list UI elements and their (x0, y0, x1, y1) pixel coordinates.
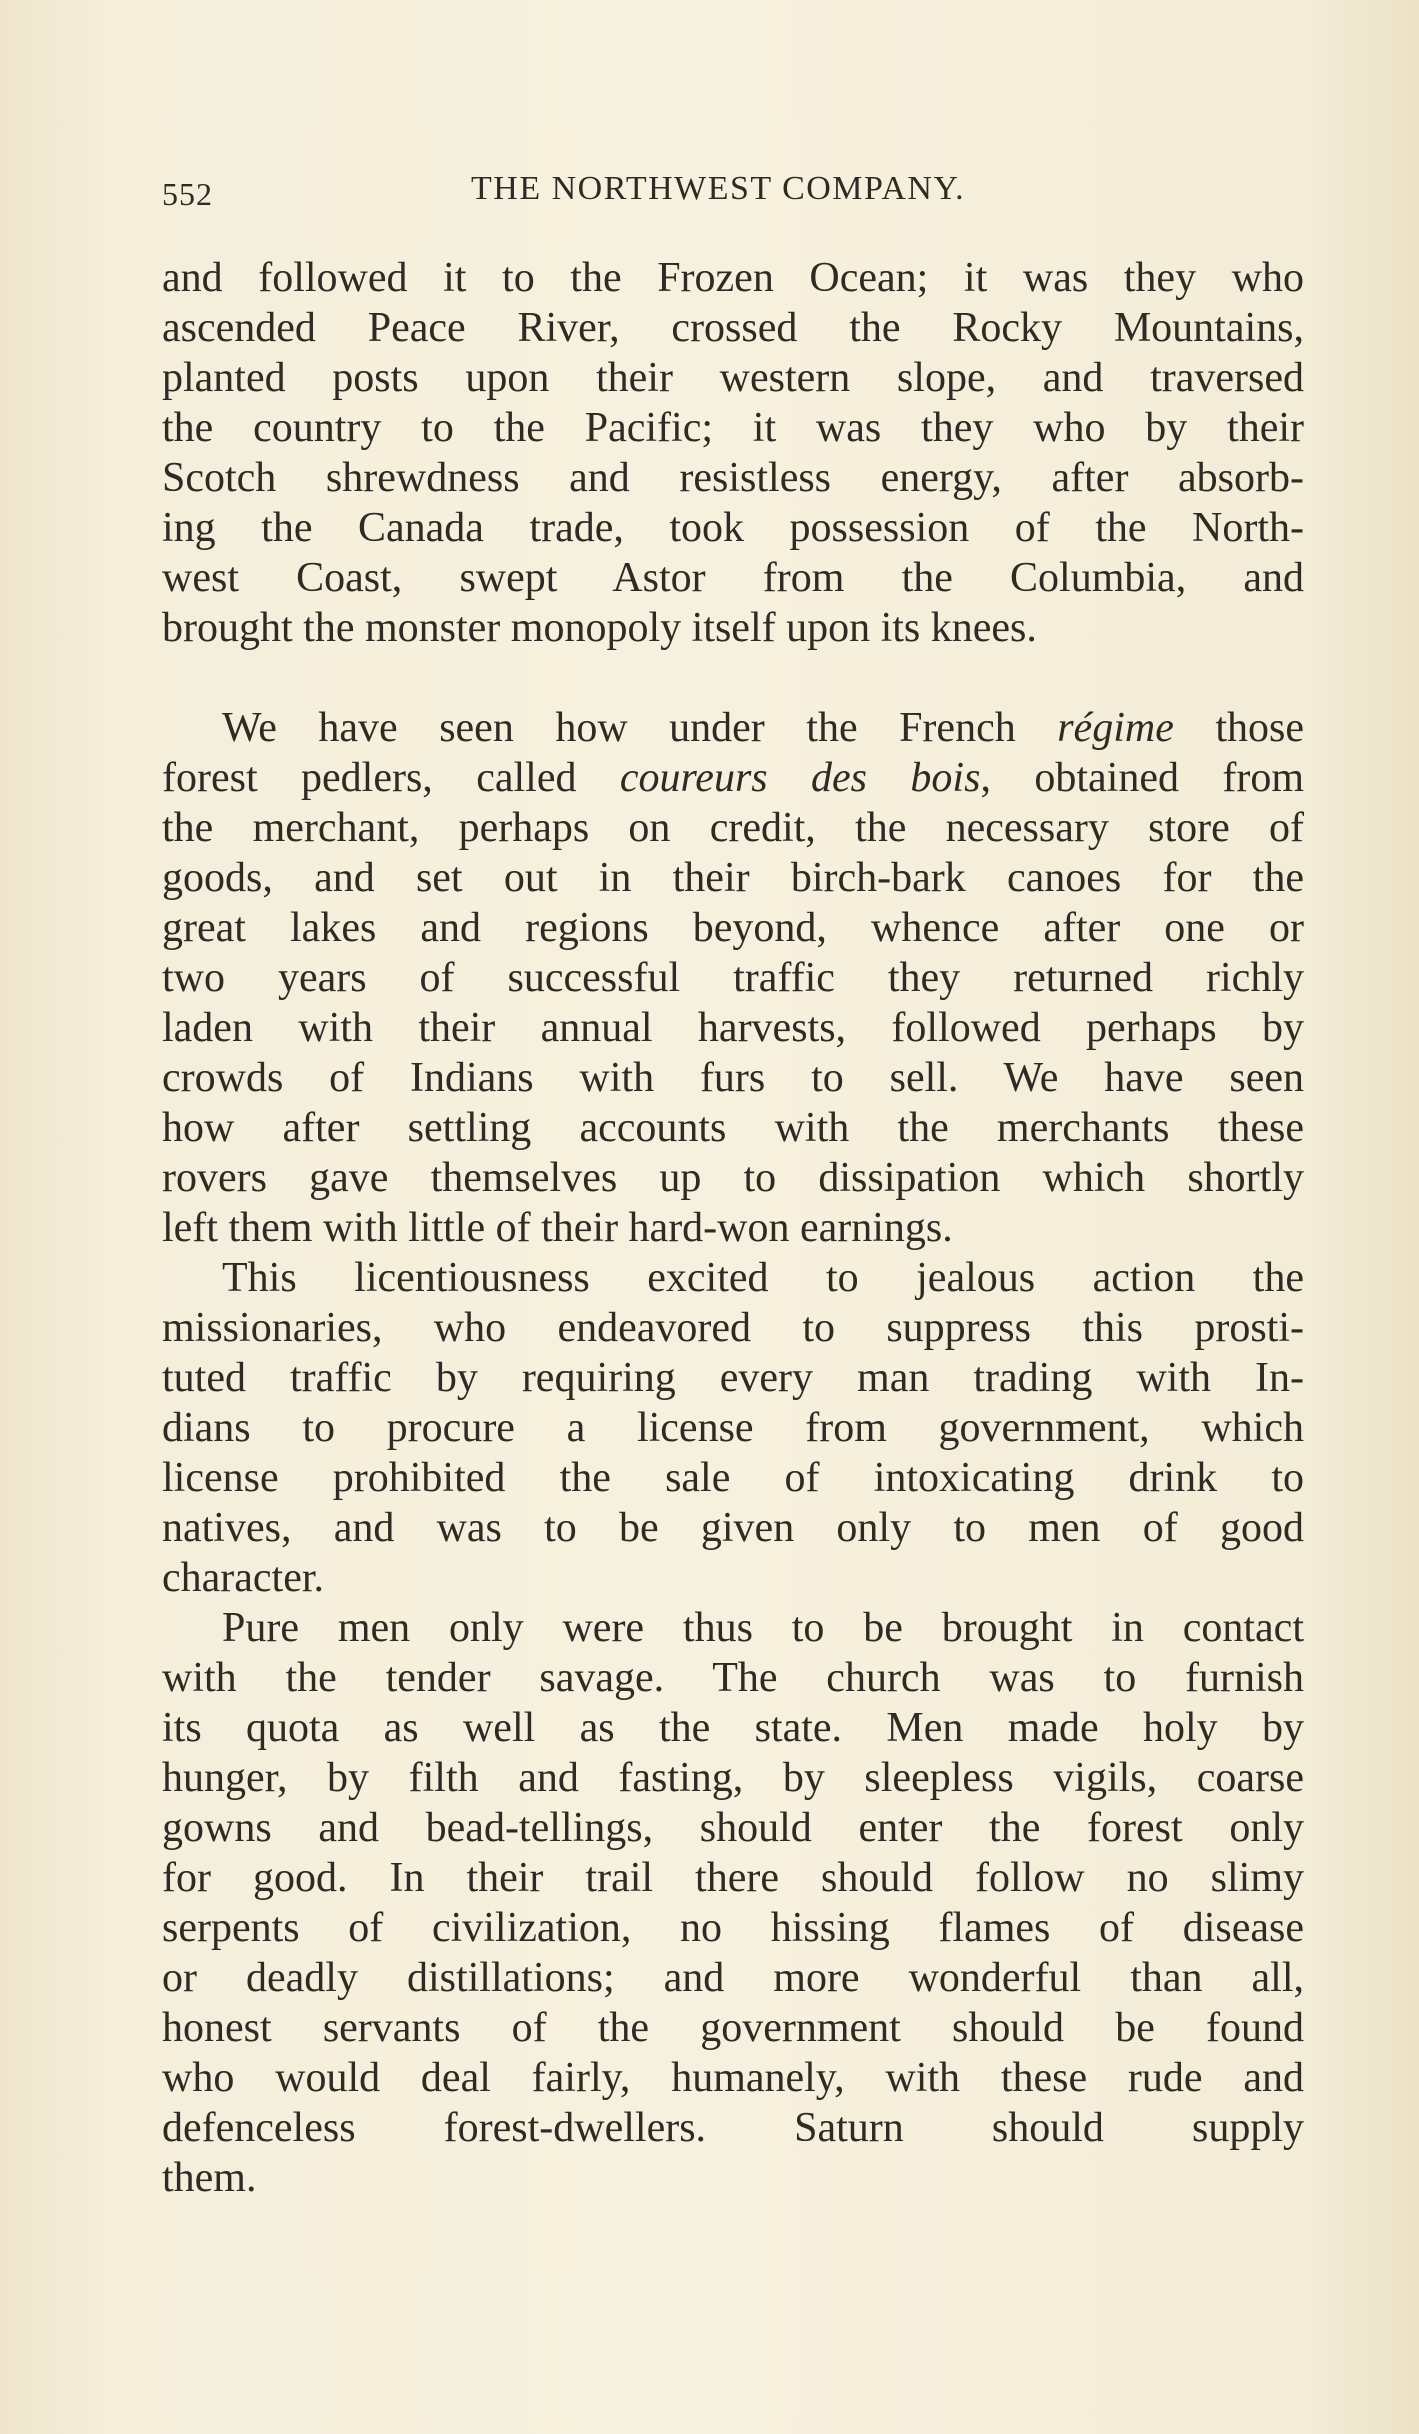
text-line: dians to procure a license from government, which (162, 1405, 1304, 1451)
italic-term: régime (1057, 705, 1174, 751)
text-line: the merchant, perhaps on credit, the necessary store of (162, 805, 1304, 851)
text-line: or deadly distillations; and more wonderful than all, (162, 1955, 1304, 2001)
text-line: for good. In their trail there should follow no slimy (162, 1855, 1304, 1901)
text-line: This licentiousness excited to jealous action the (222, 1255, 1304, 1301)
text-line: the country to the Pacific; it was they who by their (162, 405, 1304, 451)
page-header (162, 170, 1312, 220)
text-line: ing the Canada trade, took possession of the North- (162, 505, 1304, 551)
text-line: west Coast, swept Astor from the Columbia, and (162, 555, 1304, 601)
text-line: license prohibited the sale of intoxicating drink to (162, 1455, 1304, 1501)
text-line: them. (162, 2155, 257, 2201)
text-line: crowds of Indians with furs to sell. We have seen (162, 1055, 1304, 1101)
italic-term: coureurs des bois (619, 755, 981, 801)
text-line: who would deal fairly, humanely, with these rude and (162, 2055, 1304, 2101)
text-line: and followed it to the Frozen Ocean; it was they who (162, 255, 1304, 301)
text-line: how after settling accounts with the merchants these (162, 1105, 1304, 1151)
text-line: Pure men only were thus to be brought in contact (222, 1605, 1304, 1651)
text-line: goods, and set out in their birch-bark canoes for the (162, 855, 1304, 901)
text-line: forest pedlers, called coureurs des bois, obtained from (162, 755, 1304, 801)
text-line: Scotch shrewdness and resistless energy, after absorb- (162, 455, 1304, 501)
text-line: defenceless forest-dwellers. Saturn should supply (162, 2105, 1304, 2151)
text-line: planted posts upon their western slope, and traversed (162, 355, 1304, 401)
text-line: hunger, by filth and fasting, by sleepless vigils, coarse (162, 1755, 1304, 1801)
text-line: brought the monster monopoly itself upon its knees. (162, 605, 1037, 651)
text-line: ascended Peace River, crossed the Rocky Mountains, (162, 305, 1304, 351)
text-line: laden with their annual harvests, followed perhaps by (162, 1005, 1304, 1051)
text-line: tuted traffic by requiring every man trading with In- (162, 1355, 1304, 1401)
page-number: 552 (162, 176, 213, 212)
text-line: two years of successful traffic they returned richly (162, 955, 1304, 1001)
text-line: honest servants of the government should be found (162, 2005, 1304, 2051)
text-line: natives, and was to be given only to men of good (162, 1505, 1304, 1551)
running-title: THE NORTHWEST COMPANY. (471, 170, 966, 207)
text-line: gowns and bead-tellings, should enter the forest only (162, 1805, 1304, 1851)
text-line: left them with little of their hard-won earnings. (162, 1205, 953, 1251)
text-line: missionaries, who endeavored to suppress this prosti- (162, 1305, 1304, 1351)
text-line: character. (162, 1555, 325, 1601)
text-line: We have seen how under the French régime those (222, 705, 1304, 751)
text-line: great lakes and regions beyond, whence after one or (162, 905, 1304, 951)
text-line: with the tender savage. The church was to furnish (162, 1655, 1304, 1701)
text-line: its quota as well as the state. Men made holy by (162, 1705, 1304, 1751)
text-line: serpents of civilization, no hissing flames of disease (162, 1905, 1304, 1951)
text-line: rovers gave themselves up to dissipation which shortly (162, 1155, 1304, 1201)
